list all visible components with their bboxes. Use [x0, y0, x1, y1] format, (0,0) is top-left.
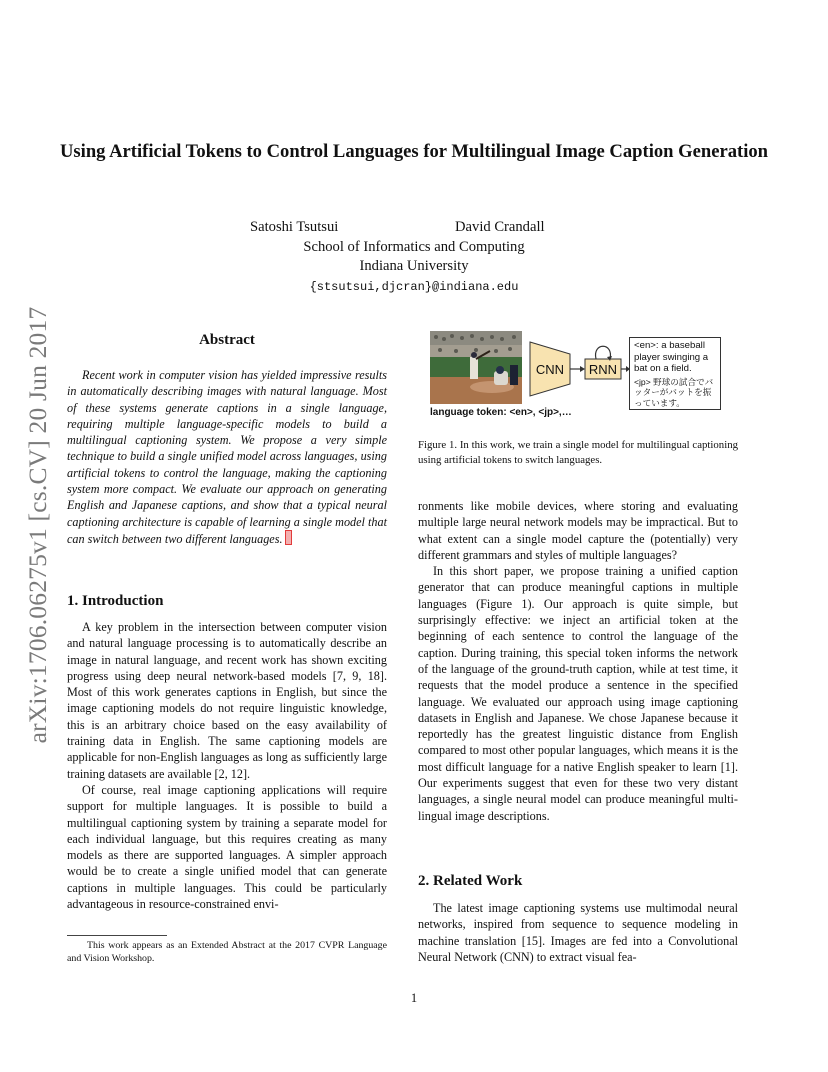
english-caption: <en>: a baseball player swinging a bat on a field.: [634, 340, 709, 374]
cursor-marker: [285, 530, 292, 545]
author-email: {stsutsui,djcran}@indiana.edu: [309, 280, 519, 294]
intro-paragraph-1: A key problem in the intersection between computer vision and natural language processing is to automatically describe an image in natural language, and recent work has shown exciting progress using deep neural network-based models [7, 9, 18]. Most of this work generates captions in English, but since the image captioning models do not require linguistic knowledge, this is an arbitrary choice based on the easy availability of training data in English. The same captioning models are applicable for non-English languages as long as sufficiently large training datasets are available [2, 12].: [67, 620, 387, 781]
figure-caption: Figure 1. In this work, we train a single model for multilingual captioning using artificial tokens to switch languages.: [418, 439, 738, 466]
baseball-photo: [430, 331, 522, 404]
related-heading: 2. Related Work: [418, 873, 523, 889]
intro-continuation: ronments like mobile devices, where storing and evaluating multiple large neural network models may be impractical. But to what extent can a single model capture the (potentially) very different grammars and styles of multiple languages?: [418, 499, 738, 562]
cnn-label: CNN: [535, 362, 565, 377]
arxiv-id: arXiv:1706.06275v1 [cs.CV] 20 Jun 2017: [23, 306, 52, 744]
intro-paragraph-2: Of course, real image captioning applications will require support for multiple languages. It is possible to build a multilingual captioning system by training a separate model for each individual language, but this requires creating as many models as there are supported languages. A simpler approach would be to create a single unified model that can generate captions in multiple languages. This could be particularly advantageous in resource-constrained envi-: [67, 782, 387, 912]
affiliation-univ: Indiana University: [359, 258, 469, 274]
abstract-text: Recent work in computer vision has yielded impressive results in automatically describing images with natural language. Most of these systems generate captions in a single language, requiring multiple language-specific models to build a multilingual captioning system. We propose a very simple technique to build a single unified model across languages, using artificial tokens to control the language, making the captioning system more compact. We evaluate our approach on generating English and Japanese captions, and show that a typical neural captioning architecture is capable of learning a single model that can switch between two different languages.: [67, 368, 387, 546]
affiliation-dept: School of Informatics and Computing: [303, 239, 525, 255]
intro-paragraph-3: In this short paper, we propose training a unified caption generator that can produce meaningful captions in multiple languages (Figure 1). Our approach is quite simple, but surprisingly effective: we inject an artificial token at the beginning of each sentence to control the language of the caption. During training, this special token informs the network of the language of the ground-truth caption, while at test time, it requests that the model produce a sentence in the specified language. We evaluated our approach using image captioning datasets in English and Japanese. We chose Japanese because it reportedly has the greatest linguistic distance from English compared to most other popular languages, which means it is the most difficult language for a native English speaker to learn [1]. Our experiments suggest that even for these two very distant languages, a single neural model can produce meaningful multi-lingual image descriptions.: [418, 564, 738, 823]
caption-output-box: [629, 337, 721, 410]
citation-link[interactable]: [2, 12]: [214, 766, 248, 781]
intro-heading: 1. Introduction: [67, 593, 164, 609]
related-paragraph: The latest image captioning systems use multimodal neural networks, inspired from sequence to sequence modeling in machine translation [15]. Images are fed into a Convolutional Neural Network (CNN) to extract visual fea-: [418, 901, 738, 964]
rnn-label: RNN: [588, 362, 618, 377]
japanese-caption: <jp> 野球の試合でバッターがバットを振っています。: [634, 376, 714, 408]
right-column-body: [418, 498, 738, 824]
related-body: [418, 900, 738, 965]
citation-link[interactable]: [7, 9, 18]: [332, 668, 384, 683]
arxiv-stamp: [18, 290, 58, 760]
page-number: 1: [410, 991, 418, 1005]
footnote: This work appears as an Extended Abstract at the 2017 CVPR Language and Vision Workshop.: [67, 940, 387, 964]
intro-body: [67, 619, 387, 912]
abstract-heading: Abstract: [199, 332, 255, 348]
baseball-photo-art: [430, 331, 522, 404]
citation-link[interactable]: [15]: [521, 933, 543, 948]
footnote-rule: [67, 935, 167, 936]
author-2: David Crandall: [455, 219, 545, 235]
paper-title: Using Artificial Tokens to Control Languages for Multilingual Image Caption Generation: [60, 141, 768, 162]
language-token-label: language token: <en>, <jp>,…: [430, 407, 572, 418]
abstract-body: [67, 367, 387, 547]
citation-link[interactable]: [1]: [720, 759, 735, 774]
author-1: Satoshi Tsutsui: [250, 219, 339, 235]
figure-link[interactable]: 1: [521, 596, 528, 611]
